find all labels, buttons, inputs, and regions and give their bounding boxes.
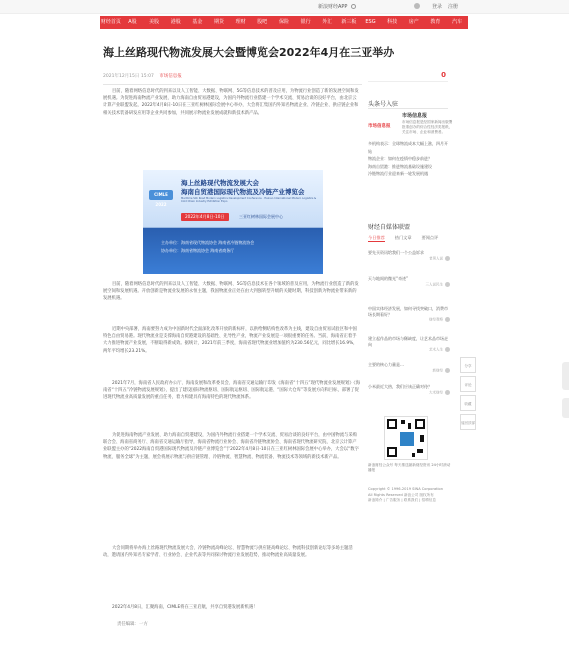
article-source-link[interactable]: 市场信息报: [159, 74, 182, 79]
feed-item[interactable]: 小米最近大热，我们应该正确对待？ 大米财经: [368, 384, 450, 396]
sidebar-news-list: [368, 140, 450, 178]
comment-counter[interactable]: [368, 70, 448, 82]
nav-item[interactable]: 期货: [214, 19, 225, 25]
site-footer: [368, 487, 452, 504]
sidebar-header-media: 财经自媒体联盟: [368, 224, 411, 231]
rights-text: All Rights Reserved 新浪公司 版权所有: [368, 492, 434, 497]
top-bar: [0, 0, 569, 14]
login-link[interactable]: 登录: [432, 4, 443, 10]
banner-subtitle-en: Maritime Silk Road Modern Logistics Development Conference · Hainan International Modern Logistics & Cold Chain Industry Exhibition Expo: [181, 197, 317, 204]
tab-news-comment[interactable]: 要闻点评: [421, 235, 439, 240]
banner-title-1: 海上丝路现代物流发展大会: [181, 179, 259, 187]
brand-logo[interactable]: 市场信息报: [368, 124, 391, 129]
copyright-text: Copyright © 1996-2019 SINA Corporation: [368, 487, 444, 491]
comment-button[interactable]: 评论: [460, 376, 476, 392]
article-meta: [103, 73, 182, 79]
expo-banner-image: [143, 170, 323, 274]
nav-item[interactable]: 财经首页: [100, 19, 121, 25]
article-paragraph: 目前，随着网络信息时代的到来以及人工智能、大数据、物联网、5G等信息技术的普及应用，为物流行业创造了新的发展空间和发展机遇。为促进海南物流产业发展、助力海南自由贸易港建设，为国内外物流行业搭建一个学术交流、贸易洽谈的良好平台，由北京云计算产业联盟发起，2022年4月8日-10日在三亚红树林国际会展中心举办，大会将汇集国内外知名物流企业、冷链企业、供应链企业和相关技术装备研发应用等企业共同参加，共同展示物流业发展成就和新技术新产品。: [103, 89, 359, 116]
favorite-button[interactable]: 收藏: [460, 395, 476, 411]
article-paragraph: 近期中央部署，海南要努力成为中国新时代全面深化改革开放的新标杆，以供给侧结构性改革为主线，建设自由贸易试验区和中国特色自由贸易港。现代物流业是支撑海南自贸港建设的基础性、先导性产业，物流产业发展是一项很重要的任务。当前，海南省正着手大力推进物流产业发展，不断取得新成效。据统计，2021年前三季度，海南省现代物流业增加值约为230.56亿元，同比增长16.9%，两年平均增长23.21%。: [103, 327, 358, 354]
app-download-link[interactable]: 新浪财经APP: [318, 3, 356, 10]
user-icon: [414, 3, 420, 9]
nav-item[interactable]: 股吧: [257, 19, 268, 25]
feed-item[interactable]: 要先买资讯给我们一个公益诉求 老男人说: [368, 250, 450, 262]
comment-count: 0: [441, 71, 446, 79]
list-item[interactable]: 多机构表示：全球物流成本大幅上涨，四月开始: [368, 141, 448, 154]
feed-item[interactable]: 建立起作品的市场与稀缺度，让艺术品市场走向 艺术人生: [368, 336, 448, 352]
avatar: [445, 368, 450, 373]
article-date: 2021年12月15日 15:07: [103, 74, 154, 79]
tab-recommended[interactable]: 今日推荐: [368, 235, 385, 240]
nav-item[interactable]: A股: [128, 19, 137, 25]
nav-item[interactable]: 美股: [149, 19, 160, 25]
nav-item[interactable]: 科技: [387, 19, 398, 25]
nav-item[interactable]: 港股: [170, 19, 181, 25]
nav-item[interactable]: 基金: [192, 19, 203, 25]
nav-item[interactable]: 理财: [235, 19, 246, 25]
article-paragraph: 目前，随着网络信息时代的到来以及人工智能、大数据、物联网、5G等信息技术在各个领域的普及应用，为物流行业创造了新的发展空间和发展机遇。开放创新是物流业发展的永恒主题，我国物流业正处在由大到强转型升级的关键时期，科技创新为物流业带来新的发展机遇。: [103, 282, 359, 302]
list-item[interactable]: 海南自贸港：推进物流基础设施建设: [368, 163, 432, 169]
floating-toolbar: [460, 357, 476, 433]
footer-links[interactable]: 新浪简介 | 广告服务 | 联系我们 | 招聘信息: [368, 498, 436, 502]
nav-item[interactable]: 教育: [430, 19, 441, 25]
sidebar-header-toutiao: 头条号入驻: [368, 101, 399, 108]
expo-logo: CIMLE 2022: [149, 190, 173, 200]
banner-date: 2022年4月8日-10日: [181, 213, 229, 221]
nav-item[interactable]: ESG: [365, 19, 376, 25]
divider: [103, 84, 362, 85]
qr-caption: 新浪财经公众号 每天推送最新财经资讯 24小时滚动播报: [368, 463, 451, 472]
nav-item[interactable]: 外汇: [322, 19, 333, 25]
tab-hot[interactable]: 热门文章: [394, 235, 412, 240]
avatar: [445, 282, 450, 287]
article-paragraph: 大会同期将举办海上丝路现代物流发展大会、冷链物流高峰论坛、智慧物流与供应链高峰论坛、物流科技创新论坛等多场主题活动，邀请国内外知名专家学者、行业协会、企业代表等共同探讨物流行业发展趋势，推动物流业高质量发展。: [103, 546, 353, 559]
nav-item[interactable]: 新三板: [341, 19, 357, 25]
sidebar-tabs: [368, 235, 450, 242]
brand-description: 市场信息报是经国家新闻出版署批准创办的综合性经济类报纸，关注市场、企业和消费者。: [402, 120, 453, 134]
feed-item[interactable]: 天与地间的微光“奇迹” 三人说民生: [368, 276, 450, 288]
nav-item[interactable]: 汽车: [452, 19, 463, 25]
editor-credit: 责任编辑：一方: [117, 622, 148, 627]
nav-item[interactable]: 保险: [278, 19, 289, 25]
banner-venue: 三亚红树林国际会展中心: [239, 214, 283, 219]
share-button[interactable]: 分享: [460, 357, 476, 373]
register-link[interactable]: 注册: [448, 4, 459, 10]
banner-co-organizer: 协办单位：海南省物流协会 海南省商务厅: [161, 248, 235, 253]
avatar: [445, 390, 450, 395]
feed-item[interactable]: 中国实体经济发展，如何寻找突破口，消费市场长期看好？ 财经观察: [368, 306, 448, 322]
list-item[interactable]: 冷链物流行业迎来新一轮发展机遇: [368, 171, 428, 176]
list-item[interactable]: 物流企业：如何在疫情中稳步前进？: [368, 156, 432, 161]
feed-item[interactable]: 主要的核心力量是… 新财经: [368, 362, 450, 374]
banner-title-2: 海南自贸港国际现代物流及冷链产业博览会: [181, 188, 305, 196]
edge-tab[interactable]: [562, 362, 569, 390]
qr-code-image: [384, 416, 428, 460]
app-icon: [351, 4, 356, 9]
article-paragraph: 2022年4月8日，汇聚海南，CIMLE将在三亚启航，共享自贸港发展新机遇！: [112, 605, 258, 610]
main-nav: [100, 16, 468, 29]
article-paragraph: 2021年7月，海南省人民政府办公厅、海南发展和改革委员会、海南省交通运输厅印发《海南省“十四五”现代物流业发展规划》《海南省“十四五”冷链物流发展规划》，提出了建设国际物流枢纽、国际航运枢纽、国际航运港、“国际大仓库”等发展方向和目标，部署了促进现代物流业高质量发展的重点任务，着力构建具有海南特色的现代物流体系。: [103, 381, 360, 401]
nav-item[interactable]: 银行: [300, 19, 311, 25]
article-title: 海上丝路现代物流发展大会暨博览会2022年4月在三亚举办: [103, 46, 395, 59]
avatar: [445, 317, 450, 322]
edge-tab[interactable]: [562, 398, 569, 418]
avatar: [445, 347, 450, 352]
brand-name[interactable]: 市场信息报: [402, 113, 428, 119]
back-to-top-button[interactable]: 返回顶部: [460, 414, 476, 430]
article-paragraph: 为促进海南物流产业发展、助力海南自贸港建设，为国内外物流行业搭建一个学术交流、贸易洽谈的良好平台，由中国物流与采购联合会、海南省商务厅、海南省交通运输厅指导，海南省物流行业协会、海南省冷链物流协会、海南省现代物流研究院、北京云计算产业联盟主办的“2022海南自贸港国际现代物流及冷链产业博览会”于2022年4月8日-10日在三亚红树林国际会展中心举办，大会以“数字物流、服务全球”为主题，展会将展示物流与供应链管理、冷链物流、智慧物流、物流装备、物流技术等领域的新技术新产品。: [103, 433, 359, 460]
avatar: [445, 256, 450, 261]
banner-organizer: 主办单位：海南省现代物流协会 海南省冷链物流协会: [161, 240, 255, 245]
divider: [368, 108, 448, 109]
nav-item[interactable]: 房产: [408, 19, 419, 25]
